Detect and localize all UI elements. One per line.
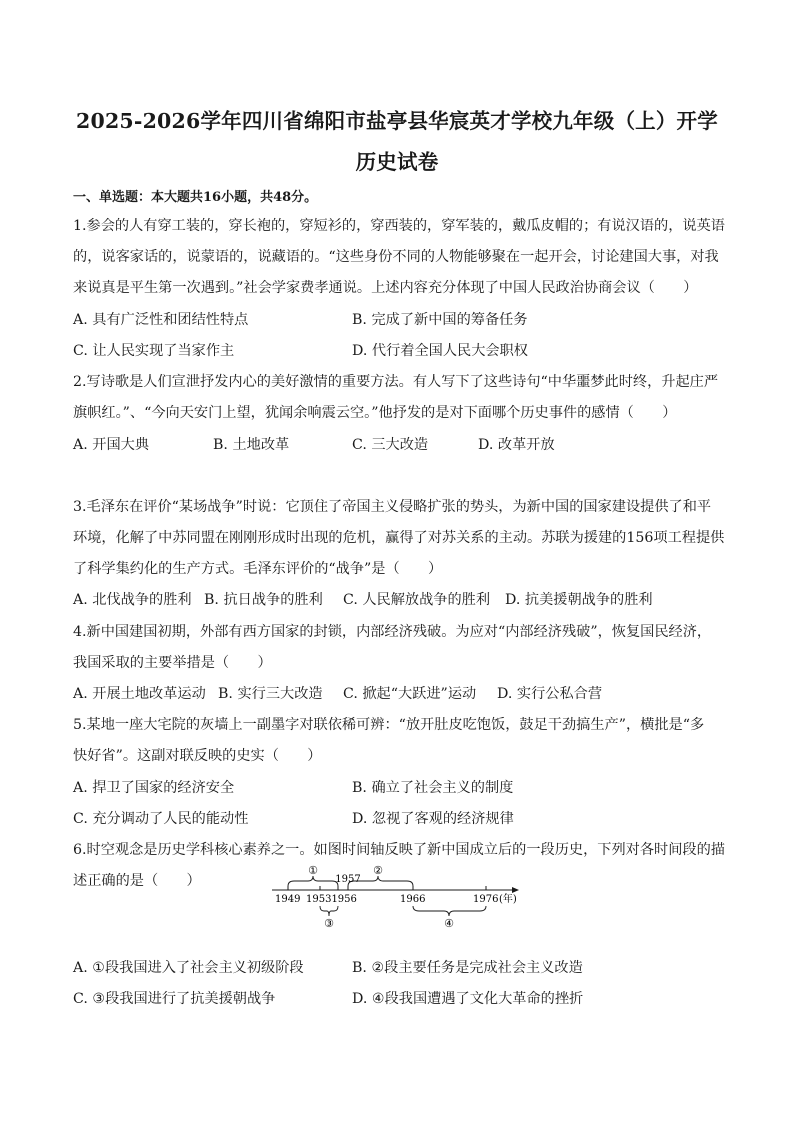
q5-line1: 5.某地一座大宅院的灰墙上一副墨字对联依稀可辨：“放开肚皮吃饱饭，鼓足干劲搞生产”，横批是“多 bbox=[73, 717, 705, 733]
q6-line2: 述正确的是（ ） bbox=[73, 873, 201, 889]
label-1949: 1949 bbox=[275, 894, 301, 905]
q4-option-c[interactable]: C. 掀起“大跃进”运动 bbox=[343, 686, 477, 702]
q4-line1: 4.新中国建国初期，外部有西方国家的封锁，内部经济残破。为应对“内部经济残破”，恢复国民经济， bbox=[73, 624, 712, 640]
q3-option-b[interactable]: B. 抗日战争的胜利 bbox=[204, 592, 323, 608]
q2-option-c[interactable]: C. 三大改造 bbox=[352, 437, 429, 453]
q2-option-b[interactable]: B. 土地改革 bbox=[213, 437, 290, 453]
q1-option-b[interactable]: B. 完成了新中国的筹备任务 bbox=[352, 312, 528, 328]
label-unit: (年) bbox=[499, 894, 517, 905]
q3-line1: 3.毛泽东在评价“某场战争”时说：它顶住了帝国主义侵略扩张的势头，为新中国的国家建设提供了和平 bbox=[73, 499, 712, 515]
q1-option-a[interactable]: A. 具有广泛性和团结性特点 bbox=[73, 312, 249, 328]
q1-line3: 来说真是平生第一次遇到。”社会学家费孝通说。上述内容充分体现了中国人民政治协商会议（ ） bbox=[73, 280, 698, 296]
q3-option-d[interactable]: D. 抗美援朝战争的胜利 bbox=[505, 592, 653, 608]
q6-option-a[interactable]: A. ①段我国进入了社会主义初级阶段 bbox=[73, 960, 304, 976]
exam-title-line1: 2025-2026学年四川省绵阳市盐亭县华宸英才学校九年级（上）开学 bbox=[76, 109, 718, 133]
mark-3: ③ bbox=[324, 917, 334, 930]
q1-line1: 1.参会的人有穿工装的，穿长袍的，穿短衫的，穿西装的，穿军装的，戴瓜皮帽的；有说汉语的，说英语 bbox=[73, 218, 725, 234]
mark-2: ② bbox=[373, 864, 383, 877]
label-1976: 1976 bbox=[473, 894, 499, 905]
q4-option-b[interactable]: B. 实行三大改造 bbox=[218, 686, 323, 702]
q6-line1: 6.时空观念是历史学科核心素养之一。如图时间轴反映了新中国成立后的一段历史，下列对各时间段的描 bbox=[73, 842, 725, 858]
mark-1: ① bbox=[308, 864, 318, 877]
q2-option-a[interactable]: A. 开国大典 bbox=[73, 437, 150, 453]
q1-line2: 的，说客家话的，说蒙语的，说藏语的。“这些身份不同的人物能够聚在一起开会，讨论建国大事，对我 bbox=[73, 249, 719, 265]
q1-option-d[interactable]: D. 代行着全国人民大会职权 bbox=[352, 343, 528, 359]
brace-3 bbox=[320, 906, 338, 916]
q3-line3: 了科学集约化的生产方式。毛泽东评价的“战争”是（ ） bbox=[73, 561, 443, 577]
q5-option-b[interactable]: B. 确立了社会主义的制度 bbox=[352, 780, 514, 796]
q5-option-d[interactable]: D. 忽视了客观的经济规律 bbox=[352, 811, 514, 827]
q1-option-c[interactable]: C. 让人民实现了当家作主 bbox=[73, 343, 235, 359]
q5-option-a[interactable]: A. 捍卫了国家的经济安全 bbox=[73, 780, 235, 796]
q5-option-c[interactable]: C. 充分调动了人民的能动性 bbox=[73, 811, 249, 827]
exam-title-line2: 历史试卷 bbox=[355, 150, 439, 174]
timeline-arrow-icon bbox=[512, 887, 519, 893]
q2-line2: 旗帜红。”、“今向天安门上望，犹闻余响震云空。”他抒发的是对下面哪个历史事件的感情（ ） bbox=[73, 405, 677, 421]
label-1966: 1966 bbox=[400, 894, 426, 905]
timeline-figure bbox=[268, 862, 528, 932]
section-heading: 一、单选题：本大题共16小题，共48分。 bbox=[73, 190, 318, 205]
q5-line2: 快好省”。这副对联反映的史实（ ） bbox=[73, 748, 322, 764]
brace-4 bbox=[413, 906, 486, 916]
q2-line1: 2.写诗歌是人们宣泄抒发内心的美好激情的重要方法。有人写下了这些诗句“中华噩梦此时终，升起庄严 bbox=[73, 374, 719, 390]
q6-option-b[interactable]: B. ②段主要任务是完成社会主义改造 bbox=[352, 960, 583, 976]
brace-1 bbox=[288, 876, 338, 886]
q3-line2: 环境，化解了中苏同盟在刚刚形成时出现的危机，赢得了对苏关系的主动。苏联为援建的156项工程提供 bbox=[73, 530, 725, 546]
q4-line2: 我国采取的主要举措是（ ） bbox=[73, 655, 272, 671]
label-1957: 1957 bbox=[335, 874, 361, 885]
label-1953-1956: 19531956 bbox=[306, 894, 357, 905]
q3-option-a[interactable]: A. 北伐战争的胜利 bbox=[73, 592, 192, 608]
q2-option-d[interactable]: D. 改革开放 bbox=[478, 437, 555, 453]
q4-option-d[interactable]: D. 实行公私合营 bbox=[497, 686, 603, 702]
q3-option-c[interactable]: C. 人民解放战争的胜利 bbox=[343, 592, 491, 608]
q6-option-c[interactable]: C. ③段我国进行了抗美援朝战争 bbox=[73, 991, 276, 1007]
mark-4: ④ bbox=[444, 917, 454, 930]
q4-option-a[interactable]: A. 开展土地改革运动 bbox=[73, 686, 206, 702]
q6-option-d[interactable]: D. ④段我国遭遇了文化大革命的挫折 bbox=[352, 991, 584, 1007]
